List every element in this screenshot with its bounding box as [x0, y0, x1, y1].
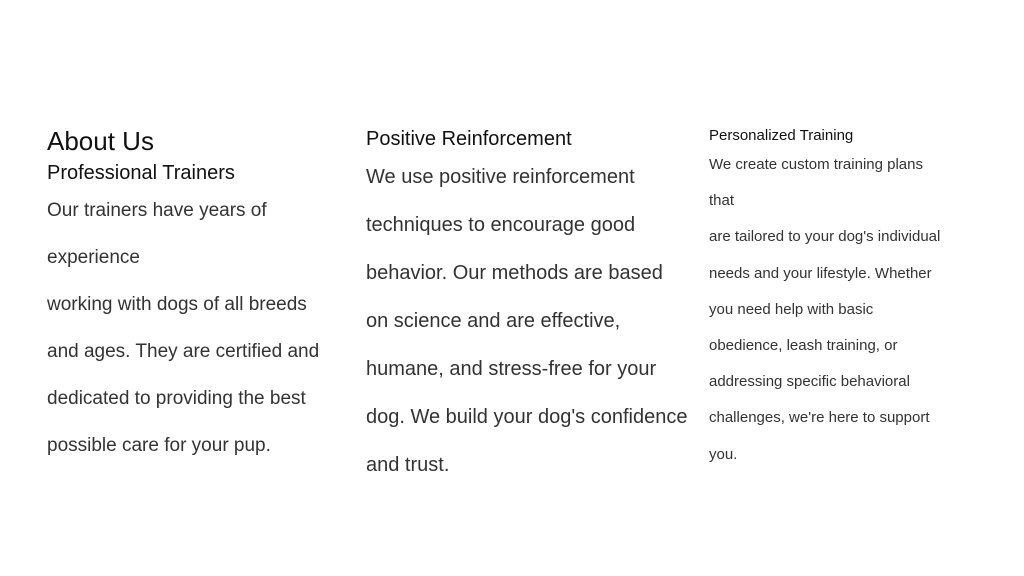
paragraph-line: behavior. Our methods are based	[366, 262, 663, 284]
personalized-training-heading: Personalized Training	[709, 127, 854, 144]
paragraph-line: and ages. They are certified and	[47, 341, 320, 362]
paragraph-line: We use positive reinforcement	[366, 166, 635, 188]
about-heading: About Us	[47, 126, 154, 156]
paragraph-line: you.	[709, 445, 738, 463]
professional-trainers-heading: Professional Trainers	[47, 162, 235, 184]
paragraph-line: possible care for your pup.	[47, 435, 271, 456]
paragraph-line: on science and are effective,	[366, 310, 621, 332]
paragraph-line: dedicated to providing the best	[47, 388, 306, 409]
paragraph-line: humane, and stress-free for your	[366, 358, 657, 380]
paragraph-line: challenges, we're here to support	[709, 409, 930, 427]
paragraph-line: Our trainers have years of	[47, 200, 267, 221]
positive-reinforcement-paragraph	[366, 153, 687, 489]
paragraph-line: addressing specific behavioral	[709, 373, 910, 391]
paragraph-line: We create custom training plans	[709, 156, 923, 173]
paragraph-line: obedience, leash training, or	[709, 337, 898, 355]
paragraph-line: that	[709, 192, 735, 210]
paragraph-line: experience	[47, 247, 140, 268]
paragraph-line: dog. We build your dog's confidence	[366, 406, 688, 428]
paragraph-line: working with dogs of all breeds	[47, 294, 307, 315]
paragraph-line: you need help with basic	[709, 300, 874, 318]
positive-reinforcement-heading: Positive Reinforcement	[366, 128, 572, 150]
paragraph-line: are tailored to your dog's individual	[709, 228, 941, 246]
trainers-paragraph	[47, 187, 319, 469]
paragraph-line: techniques to encourage good	[366, 214, 636, 236]
personalized-training-paragraph	[709, 147, 940, 473]
paragraph-line: and trust.	[366, 454, 450, 476]
paragraph-line: needs and your lifestyle. Whether	[709, 264, 932, 282]
